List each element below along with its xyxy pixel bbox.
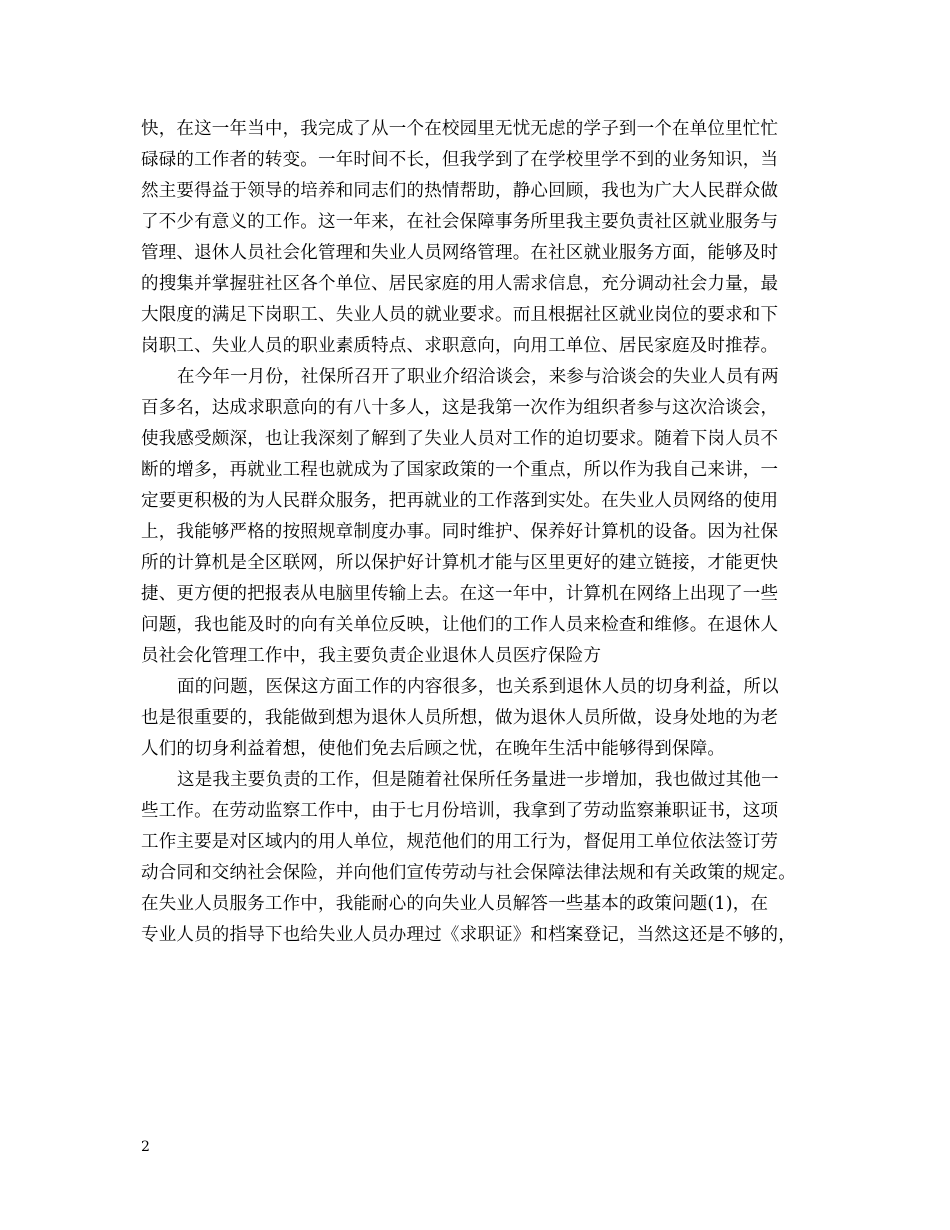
text-line: 断的增多，再就业工程也就成为了国家政策的一个重点，所以作为我自己来讲，一 [141,460,779,480]
paragraph-first-line: 面的问题，医保这方面工作的内容很多，也关系到退休人员的切身利益，所以 [177,677,779,697]
text-line: 也是很重要的，我能做到想为退休人员所想，做为退休人员所做，设身处地的为老 [141,708,779,728]
text-line: 工作主要是对区域内的用人单位，规范他们的用工行为，督促用工单位依法签订劳 [141,832,779,852]
text-line: 快，在这一年当中，我完成了从一个在校园里无忧无虑的学子到一个在单位里忙忙 [141,119,779,139]
page-number: 2 [141,1139,150,1155]
text-line: 的搜集并掌握驻社区各个单位、居民家庭的用人需求信息，充分调动社会力量，最 [141,274,779,294]
text-line: 大限度的满足下岗职工、失业人员的就业要求。而且根据社区就业岗位的要求和下 [141,305,779,325]
text-line: 管理、退休人员社会化管理和失业人员网络管理。在社区就业服务方面，能够及时 [141,243,779,263]
text-line: 动合同和交纳社会保险，并向他们宣传劳动与社会保障法律法规和有关政策的规定。 [141,863,796,883]
text-line: 所的计算机是全区联网，所以保护好计算机才能与区里更好的建立链接，才能更快 [141,553,779,573]
text-line: 上，我能够严格的按照规章制度办事。同时维护、保养好计算机的设备。因为社保 [141,522,779,542]
body-text [141,114,811,951]
paragraph-first-line: 在今年一月份，社保所召开了职业介绍洽谈会，来参与洽谈会的失业人员有两 [177,367,779,387]
text-line: 然主要得益于领导的培养和同志们的热情帮助，静心回顾，我也为广大人民群众做 [141,181,779,201]
text-line: 百多名，达成求职意向的有八十多人，这是我第一次作为组织者参与这次洽谈会， [141,398,779,418]
text-line: 碌碌的工作者的转变。一年时间不长，但我学到了在学校里学不到的业务知识，当 [141,150,779,170]
text-line: 些工作。在劳动监察工作中，由于七月份培训，我拿到了劳动监察兼职证书，这项 [141,801,779,821]
text-line: 定要更积极的为人民群众服务，把再就业的工作落到实处。在失业人员网络的使用 [141,491,779,511]
text-line: 捷、更方便的把报表从电脑里传输上去。在这一年中，计算机在网络上出现了一些 [141,584,779,604]
text-line: 了不少有意义的工作。这一年来，在社会保障事务所里我主要负责社区就业服务与 [141,212,779,232]
text-line: 使我感受颇深，也让我深刻了解到了失业人员对工作的迫切要求。随着下岗人员不 [141,429,779,449]
text-line: 岗职工、失业人员的职业素质特点、求职意向，向用工单位、居民家庭及时推荐。 [141,336,779,356]
text-line: 问题，我也能及时的向有关单位反映，让他们的工作人员来检查和维修。在退休人 [141,615,779,635]
text-line: 在失业人员服务工作中，我能耐心的向失业人员解答一些基本的政策问题(1)，在 [141,894,769,914]
text-line: 专业人员的指导下也给失业人员办理过《求职证》和档案登记，当然这还是不够的， [141,925,796,945]
text-line: 员社会化管理工作中，我主要负责企业退休人员医疗保险方 [141,646,602,666]
text-line: 人们的切身利益着想，使他们免去后顾之忧，在晚年生活中能够得到保障。 [141,739,726,759]
paragraph-first-line: 这是我主要负责的工作，但是随着社保所任务量进一步增加，我也做过其他一 [177,770,779,790]
